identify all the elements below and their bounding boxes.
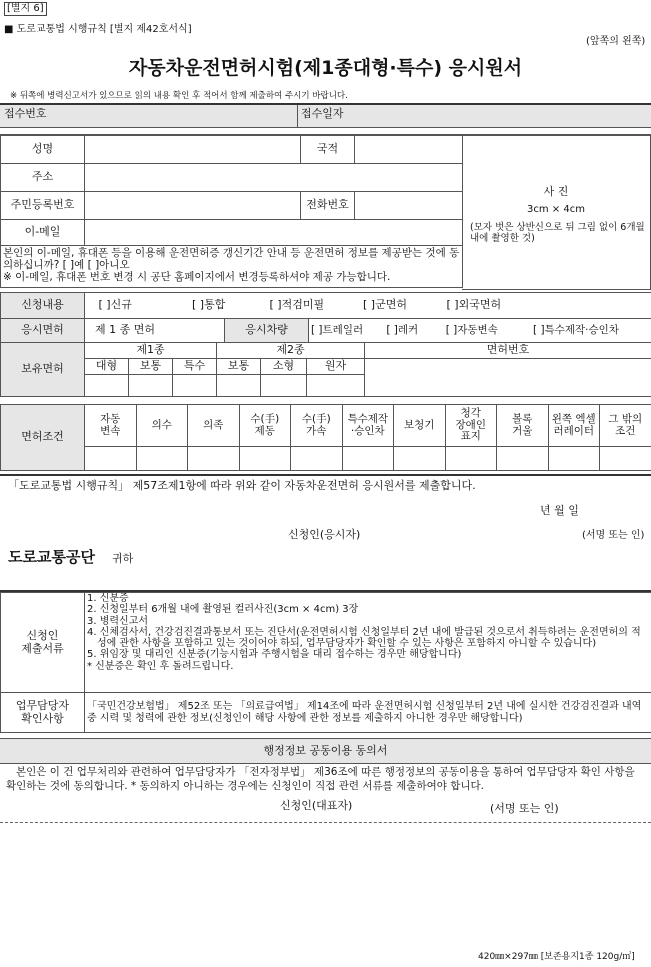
condition-field-2[interactable] [188,447,240,471]
document-item: 4. 신체검사서, 건강검진결과통보서 또는 진단서(운전면허시험 신청일부터 2년 내에 발급된 것으로서 취득하려는 운전면허의 적성에 관한 사항을 포함하고 있는 것이어야 하되, 업무담당자가 확인할 수 있는 사항은 포함하지 아니할 수 있습니다) [87,626,641,650]
condition-header-0: 자동 변속 [85,405,137,447]
condition-header-5: 특수제작 ·승인차 [342,405,394,447]
option-new[interactable]: [ ]신규 [98,298,132,312]
condition-header-8: 볼록 거울 [497,405,549,447]
class1-large-field[interactable] [85,375,129,397]
condition-header-4: 수(手) 가속 [291,405,343,447]
page-title: 자동차운전면허시험(제1종대형·특수) 응시원서 [128,57,523,79]
notice-text: ※ 뒤쪽에 병력신고서가 있으므로 읽의 내용 확인 후 적어서 함께 제출하여 주시기 바랍니다. [10,91,348,101]
recipient-suffix: 귀하 [112,552,134,565]
condition-field-9[interactable] [548,447,600,471]
address-label: 주소 [1,164,85,192]
sharing-title-bar [0,738,651,764]
condition-field-3[interactable] [239,447,291,471]
email-label: 이-메일 [1,220,85,246]
consent-question[interactable]: 본인의 이-메일, 휴대폰 등을 이용해 운전면허증 갱신기간 안내 등 운전면허 정보를 제공받는 것에 동의하십니까? [ ]예 [ ]아니오 [3,247,460,271]
option-military[interactable]: [ ]군면허 [363,298,407,312]
class2-ordinary: 보통 [217,359,261,375]
class2-small-field[interactable] [261,375,307,397]
document-item: 2. 신청일부터 6개월 내에 촬영된 컬러사진(3cm × 4cm) 3장 [87,604,359,616]
photo-note: (모자 벗은 상반신으로 뒤 그림 없이 6개월 내에 촬영한 것) [470,222,645,245]
photo-label: 사 진 [543,185,569,198]
condition-field-0[interactable] [85,447,137,471]
class1-special: 특수 [173,359,217,375]
consent-cell [1,246,463,288]
vehicle-options [309,319,651,343]
license-number-header: 면허번호 [365,343,651,359]
vehicle-automatic[interactable]: [ ]자동변속 [445,323,498,336]
class1-special-field[interactable] [173,375,217,397]
condition-field-7[interactable] [445,447,497,471]
documents-label: 신청인 제출서류 [1,593,85,693]
sharing-title: 행정정보 공동이용 동의서 [263,744,388,757]
paper-spec: 420㎜×297㎜ [보존용지1종 120g/㎡] [478,952,635,962]
email-field[interactable] [85,220,463,246]
condition-field-10[interactable] [600,447,651,471]
applicant-sign-field[interactable]: (서명 또는 인) [582,530,645,541]
vehicle-trailer[interactable]: [ ]트레일러 [311,323,364,336]
declaration-date: 년 월 일 [540,504,579,517]
consent-note: ※ 이-메일, 휴대폰 번호 변경 시 공단 홈페이지에서 변경등록하셔야 제공 가능합니다. [3,270,391,283]
application-type-options [85,293,651,319]
cut-line [0,822,651,823]
attachment-label: [별지 6] [4,2,47,16]
option-integrate[interactable]: [ ]통합 [192,298,226,312]
resident-number-label: 주민등록번호 [1,192,85,220]
class1-large: 대형 [85,359,129,375]
application-type-label: 신청내용 [1,293,85,319]
condition-header-3: 수(手) 제동 [239,405,291,447]
phone-label: 전화번호 [301,192,355,220]
photo-box [462,135,651,290]
receipt-row [0,105,651,128]
condition-header-10: 그 밖의 조건 [600,405,651,447]
sharing-text: 본인은 이 건 업무처리와 관련하여 업무담당자가 「전자정부법」 제36조에 따른 행정정보의 공동이용을 통하여 업무담당자 확인 사항을 확인하는 것에 동의합니다. * 동의하지 아니하는 경우에는 신청인이 직접 관련 서류를 제출하여야 합니다. [6,766,635,792]
vehicle-wrecker[interactable]: [ ]레커 [386,323,419,336]
class2-ordinary-field[interactable] [217,375,261,397]
nationality-field[interactable] [355,136,463,164]
condition-header-7: 청각 장애인 표지 [445,405,497,447]
conditions-label: 면허조건 [1,405,85,471]
condition-field-8[interactable] [497,447,549,471]
option-aptitude[interactable]: [ ]적검미필 [269,298,325,312]
vehicle-special[interactable]: [ ]특수제작·승인차 [533,323,619,336]
receipt-number-label: 접수번호 [4,107,47,120]
class1-ordinary: 보통 [129,359,173,375]
form-reference: ■ 도로교통법 시행규칙 [별지 제42호서식] [4,24,192,35]
document-item: 5. 위임장 및 대리인 신분증(기능시험과 주행시험을 대리 접수하는 경우만 해당합니다) [87,649,462,661]
address-field[interactable] [85,164,463,192]
document-item: 1. 신분증 [87,593,129,604]
condition-field-1[interactable] [136,447,188,471]
held-license-label: 보유면허 [1,343,85,397]
condition-header-1: 의수 [136,405,188,447]
class2-motorbike-field[interactable] [307,375,365,397]
sharing-sign-field[interactable]: (서명 또는 인) [490,802,559,815]
documents-table [0,592,651,733]
officer-check-label: 업무담당자 확인사항 [1,693,85,733]
phone-field[interactable] [355,192,463,220]
class2-header: 제2종 [217,343,365,359]
applicant-signature-label: 신청인(응시자) [288,528,361,541]
class1-header: 제1종 [85,343,217,359]
class2-motorbike: 원자 [307,359,365,375]
officer-check-text: 「국민건강보험법」 제52조 또는 「의료급여법」 제14조에 따라 운전면허시험 신청일부터 2년 내에 실시한 건강검진결과 내역 중 시력 및 청력에 관한 정보(신청인이 해당 사항에 관한 정보를 제출하지 아니한 경우만 해당합니다) [85,693,651,733]
condition-header-2: 의족 [188,405,240,447]
declaration-text: 「도로교통법 시행규칙」 제57조제1항에 따라 위와 같이 자동차운전면허 응시원서를 제출합니다. [8,479,476,492]
class1-ordinary-field[interactable] [129,375,173,397]
photo-size: 3cm × 4cm [527,204,585,215]
condition-header-9: 왼쪽 엑셀 러레이터 [548,405,600,447]
license-value: 제 1 종 면허 [85,319,225,343]
option-foreign[interactable]: [ ]외국면허 [446,298,502,312]
recipient-name: 도로교통공단 [8,548,95,566]
nationality-label: 국적 [301,136,355,164]
condition-field-6[interactable] [394,447,446,471]
documents-list [85,593,651,693]
receipt-date-label: 접수일자 [301,107,344,120]
condition-header-6: 보청기 [394,405,446,447]
license-label: 응시면허 [1,319,85,343]
name-label: 성명 [1,136,85,164]
applicant-table [0,135,463,288]
class2-small: 소형 [261,359,307,375]
name-field[interactable] [85,136,301,164]
document-item: * 신분증은 확인 후 돌려드립니다. [87,660,234,672]
side-note: (앞쪽의 왼쪽) [586,36,646,47]
license-vehicle-table [0,318,651,343]
document-item: 3. 병력신고서 [87,615,149,627]
condition-field-5[interactable] [342,447,394,471]
condition-field-4[interactable] [291,447,343,471]
held-license-table [0,342,651,397]
vehicle-label: 응시차량 [225,319,309,343]
license-number-field[interactable] [365,359,651,397]
application-table [0,292,651,319]
sharing-signer: 신청인(대표자) [280,799,353,812]
conditions-table [0,404,651,471]
resident-number-field[interactable] [85,192,301,220]
